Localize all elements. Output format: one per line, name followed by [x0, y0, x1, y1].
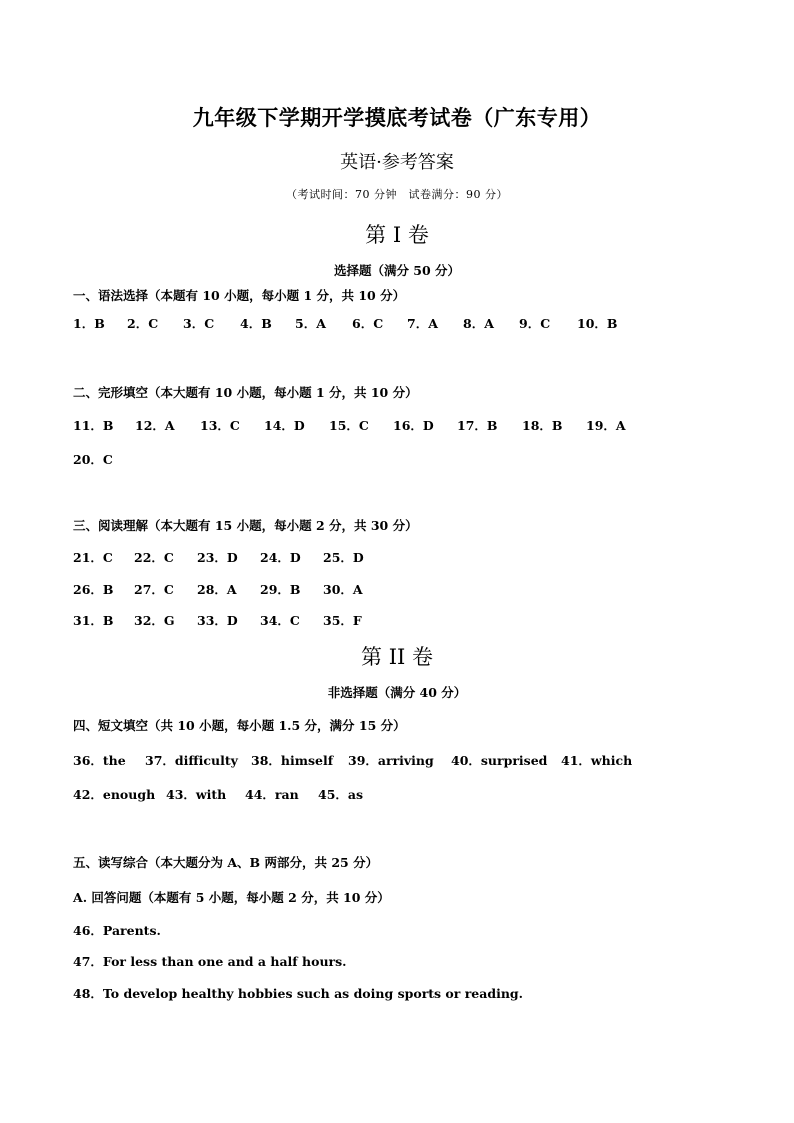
answer-line: 48．To develop healthy hobbies such as doing sports or reading. [73, 986, 524, 1001]
answer-item: 1．B [73, 316, 105, 331]
answer-item: 2．C [127, 316, 159, 331]
answer-item: 4．B [240, 316, 272, 331]
answer-item: 34．C [260, 613, 300, 628]
answer-item: 38．himself [251, 753, 334, 768]
answer-item: 5．A [295, 316, 326, 331]
answer-item: 44．ran [245, 787, 299, 802]
answer-item: 3．C [183, 316, 215, 331]
answer-item: 9．C [519, 316, 551, 331]
answer-item: 7．A [407, 316, 438, 331]
answer-item: 18．B [522, 418, 563, 433]
answer-item: 29．B [260, 582, 301, 597]
answer-item: 13．C [200, 418, 240, 433]
answer-item: 19．A [586, 418, 626, 433]
answer-item: 6．C [352, 316, 384, 331]
section-3-heading: 三、阅读理解（本大题有 15 小题，每小题 2 分，共 30 分） [73, 518, 418, 533]
answer-item: 42．enough [73, 787, 156, 802]
answer-item: 10．B [577, 316, 618, 331]
answer-item: 33．D [197, 613, 238, 628]
answer-item: 39．arriving [348, 753, 434, 768]
volume-1-title: 第 I 卷 [365, 223, 429, 247]
answer-item: 41．which [561, 753, 633, 768]
section-5-heading: 五、读写综合（本大题分为 A、B 两部分，共 25 分） [73, 855, 379, 870]
answer-item: 43．with [166, 787, 227, 802]
answer-item: 20．C [73, 452, 113, 467]
answer-item: 35．F [323, 613, 362, 628]
exam-info: （考试时间：70 分钟 试卷满分：90 分） [286, 188, 508, 201]
document-title: 九年级下学期开学摸底考试卷（广东专用） [192, 105, 602, 130]
answer-item: 14．D [264, 418, 305, 433]
answer-item: 17．B [457, 418, 498, 433]
answer-item: 25．D [323, 550, 364, 565]
answer-line: 46．Parents. [73, 923, 161, 938]
section-2-heading: 二、完形填空（本大题有 10 小题，每小题 1 分，共 10 分） [73, 385, 418, 400]
section-4-heading: 四、短文填空（共 10 小题，每小题 1.5 分，满分 15 分） [73, 718, 406, 733]
answer-item: 28．A [197, 582, 237, 597]
answer-item: 31．B [73, 613, 114, 628]
answer-item: 30．A [323, 582, 363, 597]
answer-item: 22．C [134, 550, 174, 565]
answer-item: 15．C [329, 418, 369, 433]
answer-item: 26．B [73, 582, 114, 597]
answer-line: 47．For less than one and a half hours. [73, 954, 347, 969]
answer-item: 16．D [393, 418, 434, 433]
answer-item: 45．as [318, 787, 364, 802]
answer-item: 24．D [260, 550, 301, 565]
volume-2-part-header: 非选择题（满分 40 分） [327, 685, 467, 700]
answer-item: 12．A [135, 418, 175, 433]
answer-item: 37．difficulty [145, 753, 238, 768]
answer-item: 11．B [73, 418, 114, 433]
answer-item: 36．the [73, 753, 126, 768]
volume-2-title: 第 II 卷 [361, 645, 433, 669]
answer-item: 32．G [134, 613, 175, 628]
document-subtitle: 英语·参考答案 [340, 152, 454, 173]
section-1-heading: 一、语法选择（本题有 10 小题，每小题 1 分，共 10 分） [73, 288, 406, 303]
answer-item: 40．surprised [451, 753, 548, 768]
answer-item: 21．C [73, 550, 113, 565]
answer-item: 8．A [463, 316, 494, 331]
answer-item: 23．D [197, 550, 238, 565]
volume-1-part-header: 选择题（满分 50 分） [333, 263, 461, 278]
section-5a-heading: A. 回答问题（本题有 5 小题，每小题 2 分，共 10 分） [73, 890, 390, 905]
answer-item: 27．C [134, 582, 174, 597]
